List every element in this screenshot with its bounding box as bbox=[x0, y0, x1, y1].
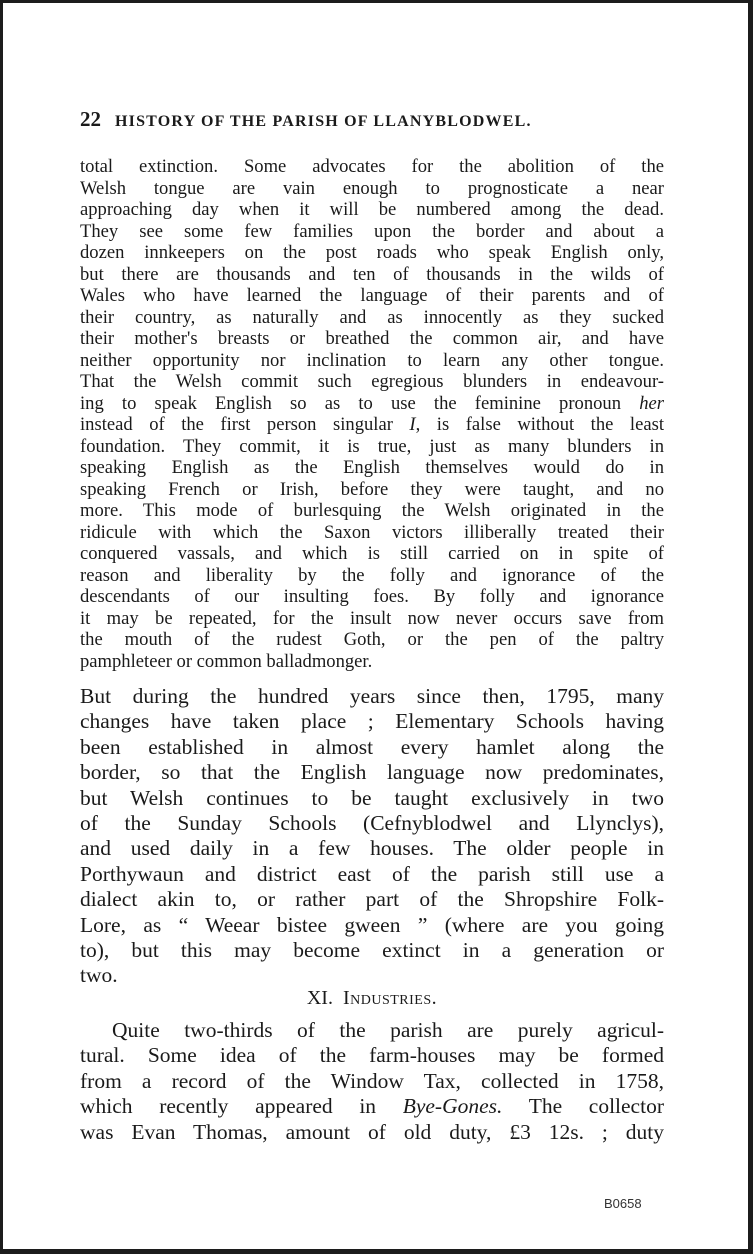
section-heading bbox=[80, 986, 664, 1010]
text-line: Lore, as “ Weear bistee gween ” (where are you going bbox=[80, 912, 664, 937]
quoted-passage bbox=[80, 156, 664, 672]
text-segment: The collector bbox=[502, 1094, 664, 1119]
text-line bbox=[80, 393, 664, 415]
text-line: more. This mode of burlesquing the Welsh originated in the bbox=[80, 500, 664, 521]
text-line: border, so that the English language now predominates, bbox=[80, 760, 664, 785]
text-line: dozen innkeepers on the post roads who speak English only, bbox=[80, 242, 664, 263]
text-line: Porthywaun and district east of the parish still use a bbox=[80, 861, 664, 886]
text-line: dialect akin to, or rather part of the Shropshire Folk- bbox=[80, 887, 664, 912]
text-line bbox=[80, 1094, 664, 1119]
text-line: speaking French or Irish, before they were taught, and no bbox=[80, 478, 664, 500]
text-line: was Evan Thomas, amount of old duty, £3 12s. ; duty bbox=[80, 1119, 664, 1144]
text-line: the mouth of the rudest Goth, or the pen of the paltry bbox=[80, 629, 664, 650]
text-line: Welsh tongue are vain enough to prognosticate a near bbox=[80, 177, 664, 199]
section-number: XI. bbox=[306, 987, 333, 1009]
text-line: to), but this may become extinct in a generation or bbox=[80, 937, 664, 962]
text-line: conquered vassals, and which is still carried on in spite of bbox=[80, 543, 664, 564]
text-line: tural. Some idea of the farm-houses may be formed bbox=[80, 1043, 664, 1068]
text-line: of the Sunday Schools (Cefnyblodwel and Llynclys), bbox=[80, 810, 664, 835]
text-line: two. bbox=[80, 963, 118, 988]
text-line: but Welsh continues to be taught exclusively in two bbox=[80, 785, 664, 810]
section-title: Industries. bbox=[342, 987, 438, 1009]
document-page bbox=[3, 3, 748, 1249]
text-line: approaching day when it will be numbered among the dead. bbox=[80, 199, 664, 220]
text-line: foundation. They commit, it is true, just as many blunders in bbox=[80, 435, 664, 457]
text-line: Wales who have learned the language of their parents and of bbox=[80, 285, 664, 306]
text-line: their mother's breasts or breathed the common air, and have bbox=[80, 328, 664, 349]
italic-word: her bbox=[639, 392, 664, 414]
text-segment: ing to speak English so as to use the feminine pronoun bbox=[80, 392, 640, 414]
text-line: been established in almost every hamlet along the bbox=[80, 734, 664, 759]
text-segment: which recently appeared in bbox=[80, 1094, 403, 1119]
italic-word: I bbox=[409, 414, 416, 435]
text-segment: , is false without the least bbox=[415, 414, 664, 435]
text-line: from a record of the Window Tax, collected in 1758, bbox=[80, 1068, 664, 1093]
text-line: ridicule with which the Saxon victors illiberally treated their bbox=[80, 521, 664, 543]
text-line: They see some few families upon the border and about a bbox=[80, 220, 664, 242]
text-line: and used daily in a few houses. The older people in bbox=[80, 836, 664, 861]
text-line: changes have taken place ; Elementary Schools having bbox=[80, 709, 664, 734]
text-line: total extinction. Some advocates for the abolition of the bbox=[80, 156, 664, 177]
text-line: speaking English as the English themselves would do in bbox=[80, 457, 664, 478]
text-line: their country, as naturally and as innocently as they sucked bbox=[80, 306, 664, 328]
italic-title: Bye-Gones. bbox=[402, 1094, 503, 1119]
paragraph-industries bbox=[80, 1018, 664, 1145]
text-line: it may be repeated, for the insult now never occurs save from bbox=[80, 607, 664, 629]
page-number: 22 bbox=[80, 107, 101, 131]
text-line: But during the hundred years since then, 1795, many bbox=[80, 684, 664, 708]
text-line: but there are thousands and ten of thousands in the wilds of bbox=[80, 263, 664, 285]
paragraph-language bbox=[80, 684, 664, 989]
text-line: descendants of our insulting foes. By folly and ignorance bbox=[80, 586, 664, 607]
text-line: pamphleteer or common balladmonger. bbox=[80, 650, 373, 672]
text-line: reason and liberality by the folly and ignorance of the bbox=[80, 564, 664, 586]
catalog-id: B0658 bbox=[604, 1196, 642, 1211]
running-head bbox=[80, 107, 680, 132]
running-title: HISTORY OF THE PARISH OF LLANYBLODWEL. bbox=[115, 113, 532, 130]
text-line: That the Welsh commit such egregious blunders in endeavour- bbox=[80, 371, 664, 392]
text-line: Quite two-thirds of the parish are purely agricul- bbox=[112, 1018, 664, 1042]
text-line bbox=[80, 414, 664, 436]
text-line: neither opportunity nor inclination to learn any other tongue. bbox=[80, 349, 664, 371]
text-segment: instead of the first person singular bbox=[80, 414, 410, 435]
